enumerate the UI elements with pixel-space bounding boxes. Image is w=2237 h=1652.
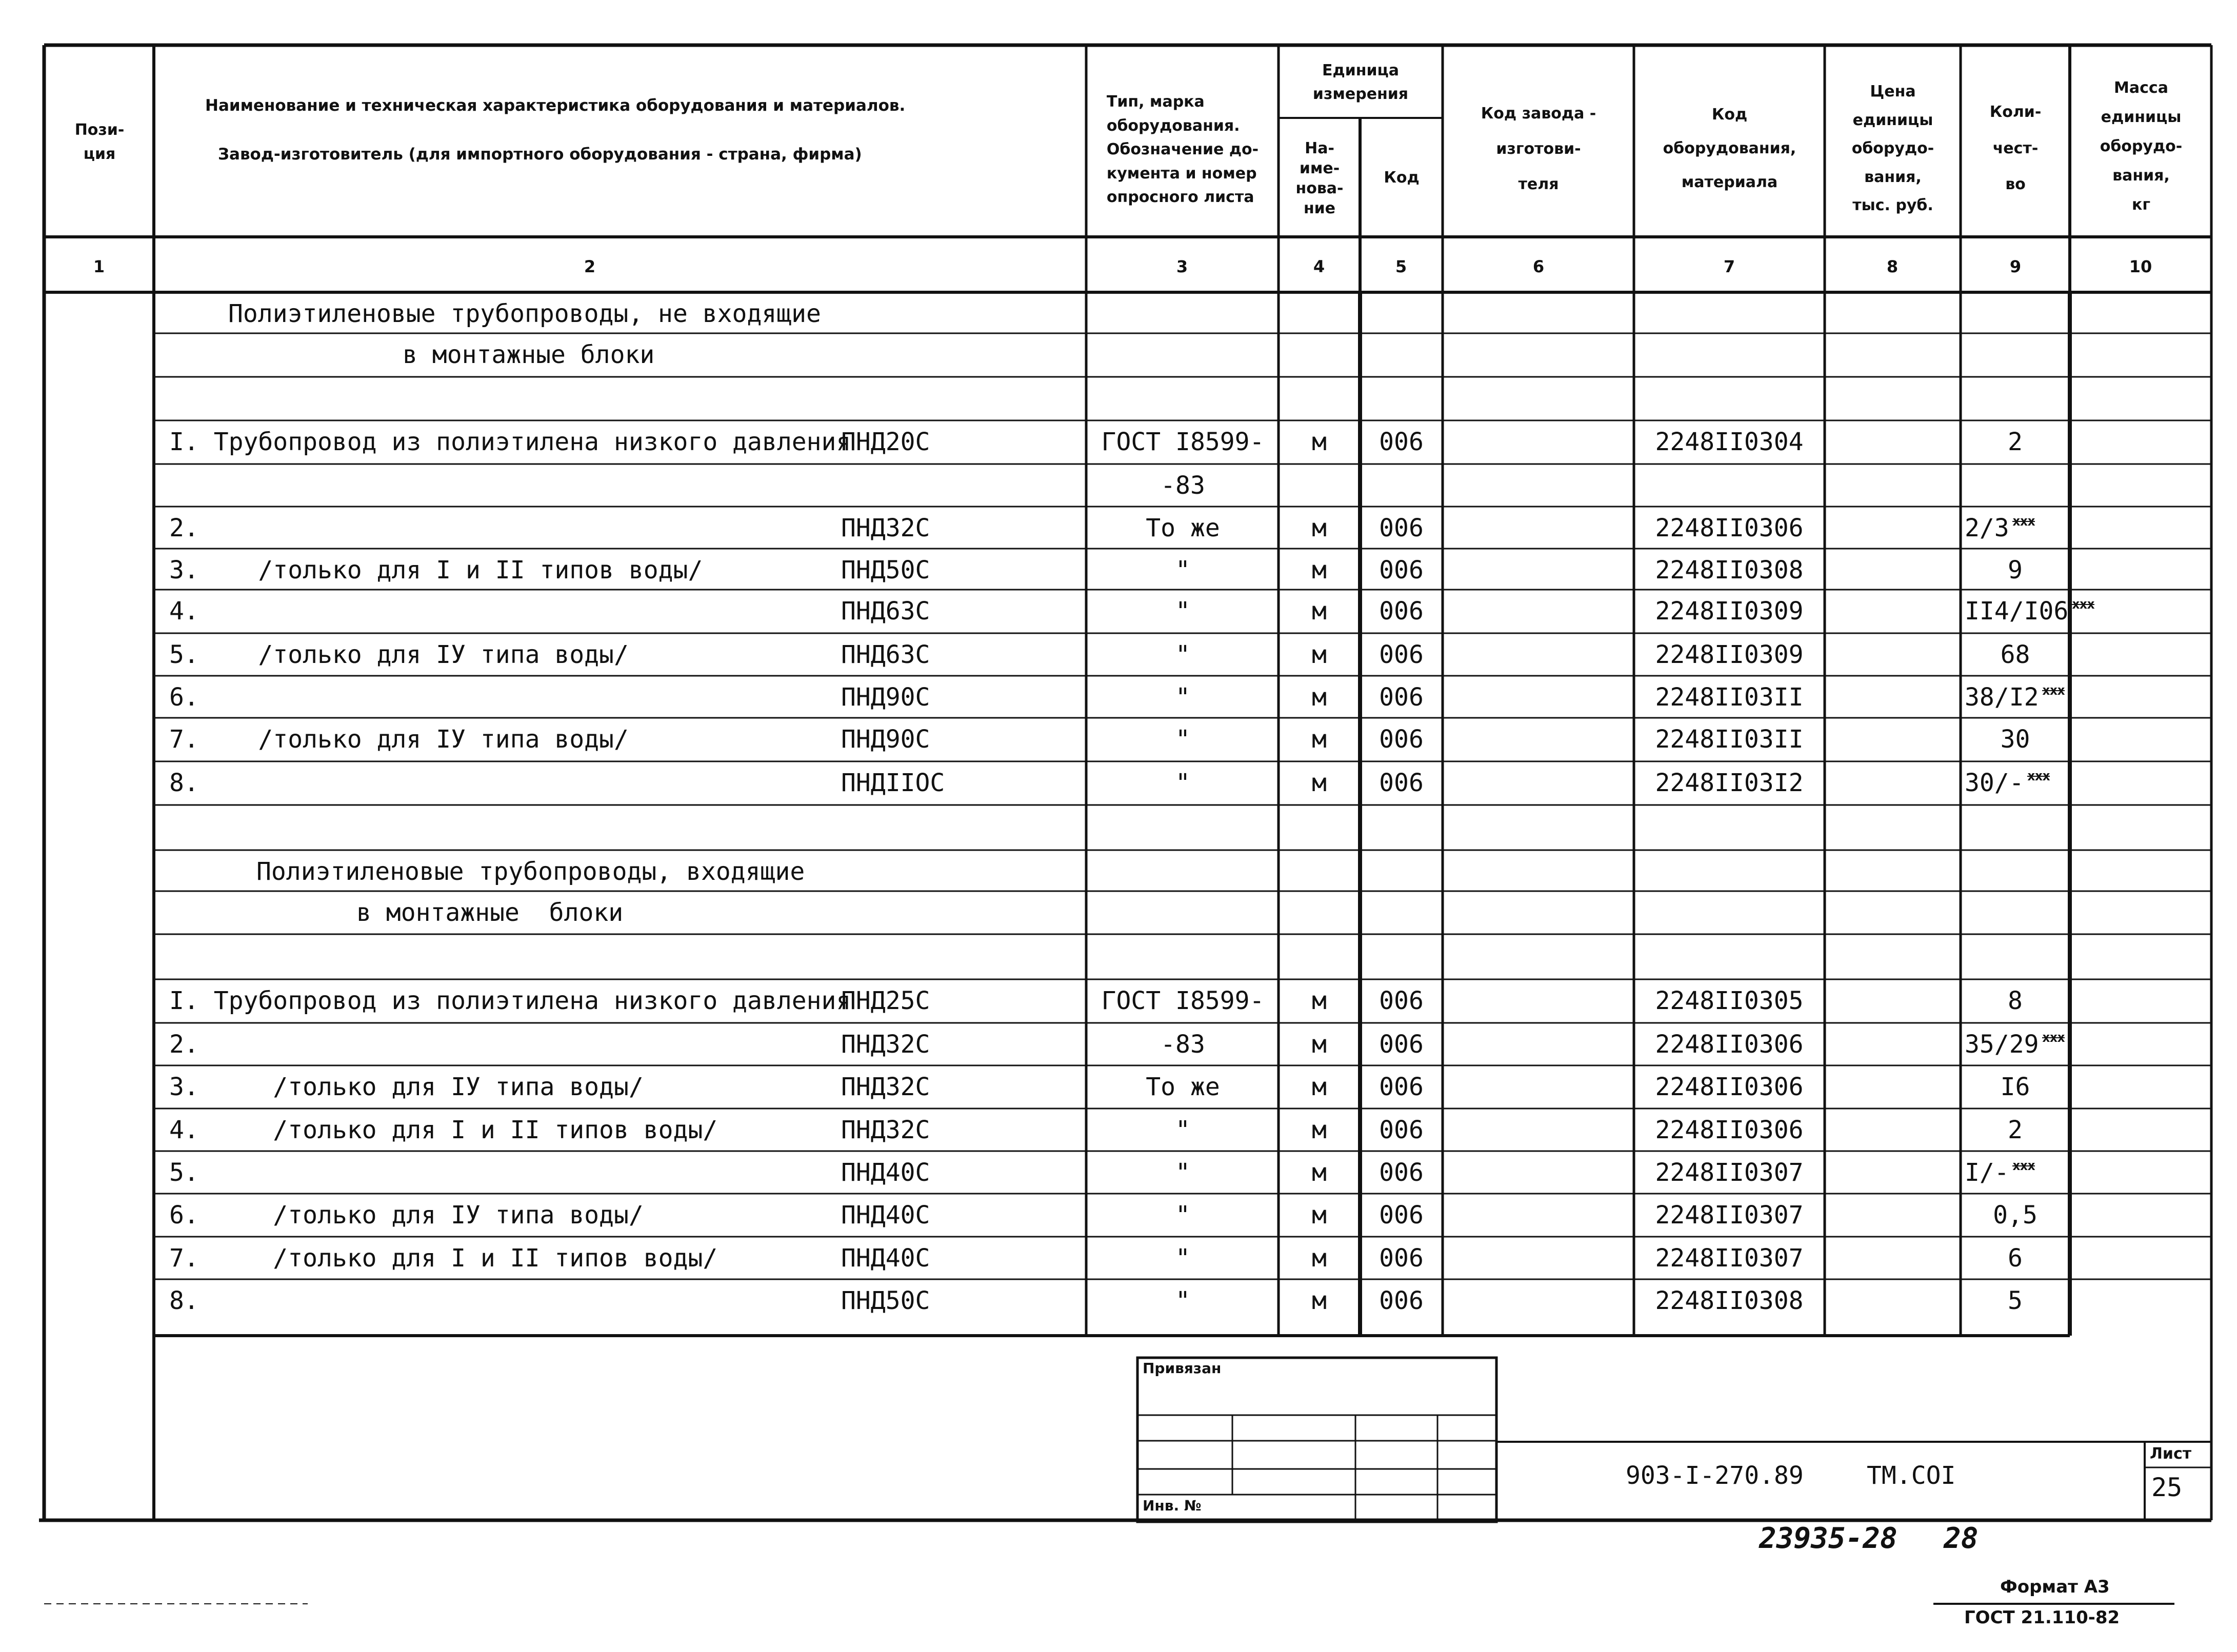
column-number: 5 [1395, 257, 1407, 276]
item-material-code: 2248II0304 [1655, 428, 1804, 456]
item-unit-code: 006 [1379, 556, 1424, 585]
item-unit: м [1312, 428, 1327, 456]
item-mark: ПНД25С [841, 986, 930, 1015]
item-name: 8. [169, 1286, 199, 1315]
document-mark: ТМ.СОI [1867, 1461, 1956, 1490]
item-unit: м [1312, 1030, 1327, 1059]
item-doc: " [1175, 1201, 1190, 1230]
item-unit: м [1312, 640, 1327, 669]
item-unit: м [1312, 1286, 1327, 1315]
section-title: в монтажные блоки [356, 898, 624, 927]
item-mark: ПНД63С [841, 597, 930, 626]
item-material-code: 2248II0305 [1655, 986, 1804, 1015]
item-unit: м [1312, 1158, 1327, 1187]
header-type: Тип, марка оборудования. Обозначение до- кумента и номер опросного листа [1106, 93, 1259, 207]
item-quantity: 8 [2008, 986, 2023, 1015]
header-name-line2: Завод-изготовитель (для импортного оборудования - страна, фирма) [218, 145, 862, 164]
quantity-note-mark: ххх [2027, 769, 2050, 784]
stamp-privyazan: Привязан [1143, 1360, 1222, 1377]
item-unit-code: 006 [1379, 514, 1424, 542]
item-quantity: 68 [2000, 640, 2030, 669]
format-label: Формат А3 [2000, 1577, 2110, 1597]
item-unit: м [1312, 1244, 1327, 1273]
header-unit-code: Код [1384, 169, 1420, 187]
item-unit: м [1312, 986, 1327, 1015]
item-unit-code: 006 [1379, 640, 1424, 669]
item-doc: " [1175, 597, 1190, 626]
item-name: 5. [169, 1158, 199, 1187]
item-material-code: 2248II0308 [1655, 1286, 1804, 1315]
item-doc: " [1175, 1244, 1190, 1273]
item-name: 7. /только для IУ типа воды/ [169, 725, 629, 754]
column-number: 3 [1176, 257, 1188, 276]
item-unit-code: 006 [1379, 683, 1424, 712]
quantity-note-mark: ххх [2012, 514, 2035, 529]
document-code: 903-I-270.89 [1626, 1461, 1804, 1490]
item-quantity: II4/I06 [1965, 597, 2069, 626]
section-title: в монтажные блоки [403, 340, 655, 369]
header-name-line1: Наименование и техническая характеристика оборудования и материалов. [205, 96, 906, 115]
item-doc: -83 [1161, 471, 1205, 500]
item-doc: " [1175, 1116, 1190, 1144]
item-quantity: 2 [2008, 428, 2023, 456]
item-mark: ПНД90С [841, 725, 930, 754]
item-unit: м [1312, 1116, 1327, 1144]
item-material-code: 2248II03II [1655, 683, 1804, 712]
item-unit-code: 006 [1379, 725, 1424, 754]
item-quantity: I6 [2000, 1073, 2030, 1101]
item-unit: м [1312, 683, 1327, 712]
item-material-code: 2248II0307 [1655, 1158, 1804, 1187]
item-quantity: 0,5 [1993, 1201, 2038, 1230]
item-material-code: 2248II0306 [1655, 1073, 1804, 1101]
item-name: 4. /только для I и II типов воды/ [169, 1116, 718, 1144]
item-mark: ПНД40С [841, 1201, 930, 1230]
item-unit-code: 006 [1379, 1158, 1424, 1187]
item-quantity: 30 [2000, 725, 2030, 754]
item-unit-code: 006 [1379, 769, 1424, 797]
item-doc: " [1175, 556, 1190, 585]
item-name: 4. [169, 597, 199, 626]
item-unit-code: 006 [1379, 428, 1424, 456]
item-unit-code: 006 [1379, 1201, 1424, 1230]
item-unit-code: 006 [1379, 1286, 1424, 1315]
item-quantity: 9 [2008, 556, 2023, 585]
item-name: 2. [169, 514, 199, 542]
item-name: 7. /только для I и II типов воды/ [169, 1244, 718, 1273]
item-name: 3. /только для I и II типов воды/ [169, 556, 703, 585]
item-material-code: 2248II0309 [1655, 640, 1804, 669]
item-doc: То же [1146, 514, 1220, 542]
item-doc: То же [1146, 1073, 1220, 1101]
item-doc: " [1175, 725, 1190, 754]
item-mark: ПНД40С [841, 1158, 930, 1187]
column-number: 8 [1886, 257, 1899, 276]
item-name: I. Трубопровод из полиэтилена низкого давления [169, 986, 851, 1015]
item-mark: ПНД40С [841, 1244, 930, 1273]
item-mark: ПНД50С [841, 1286, 930, 1315]
item-mark: ПНД50С [841, 556, 930, 585]
item-doc: " [1175, 1286, 1190, 1315]
column-number: 7 [1723, 257, 1735, 276]
item-mark: ПНД63С [841, 640, 930, 669]
item-doc: " [1175, 769, 1190, 797]
item-quantity: 6 [2008, 1244, 2023, 1273]
item-quantity: 38/I2 [1965, 683, 2039, 712]
item-unit: м [1312, 1201, 1327, 1230]
item-quantity: 5 [2008, 1286, 2023, 1315]
header-mass: Масса единицы оборудо- вания, кг [2100, 78, 2183, 214]
item-material-code: 2248II0306 [1655, 514, 1804, 542]
column-number: 10 [2129, 257, 2152, 276]
header-quantity: Коли- чест- во [1989, 103, 2042, 194]
column-number: 6 [1532, 257, 1545, 276]
handwritten-number: 23935-28 [1759, 1522, 1898, 1555]
item-material-code: 2248II03II [1655, 725, 1804, 754]
item-mark: ПНДIIОС [841, 769, 945, 797]
item-unit: м [1312, 769, 1327, 797]
header-price: Цена единицы оборудо- вания, тыс. руб. [1851, 83, 1934, 215]
item-name: 5. /только для IУ типа воды/ [169, 640, 629, 669]
item-mark: ПНД90С [841, 683, 930, 712]
item-mark: ПНД32С [841, 1116, 930, 1144]
column-number: 9 [2009, 257, 2022, 276]
item-name: 2. [169, 1030, 199, 1059]
item-mark: ПНД32С [841, 1030, 930, 1059]
column-number: 2 [584, 257, 596, 276]
item-unit-code: 006 [1379, 1116, 1424, 1144]
item-mark: ПНД20С [841, 428, 930, 456]
sheet-number: 25 [2151, 1473, 2183, 1502]
item-material-code: 2248II0307 [1655, 1201, 1804, 1230]
sheet-label: Лист [2150, 1445, 2192, 1463]
item-material-code: 2248II0306 [1655, 1116, 1804, 1144]
item-quantity: 35/29 [1965, 1030, 2039, 1059]
item-unit-code: 006 [1379, 986, 1424, 1015]
item-unit-code: 006 [1379, 1244, 1424, 1273]
item-mark: ПНД32С [841, 1073, 930, 1101]
item-unit-code: 006 [1379, 1073, 1424, 1101]
quantity-note-mark: ххх [2012, 1158, 2035, 1174]
item-material-code: 2248II0306 [1655, 1030, 1804, 1059]
item-unit-code: 006 [1379, 597, 1424, 626]
column-number: 1 [93, 257, 105, 276]
item-unit-code: 006 [1379, 1030, 1424, 1059]
item-unit: м [1312, 1073, 1327, 1101]
header-unit-name: На- име- нова- ние [1295, 139, 1344, 217]
stamp-inv: Инв. № [1143, 1497, 1202, 1514]
item-unit: м [1312, 725, 1327, 754]
item-doc: " [1175, 640, 1190, 669]
item-name: 6. [169, 683, 199, 712]
item-quantity: I/- [1965, 1158, 2009, 1187]
item-name: 3. /только для IУ типа воды/ [169, 1073, 644, 1101]
header-material-code: Код оборудования, материала [1663, 106, 1796, 191]
item-unit: м [1312, 556, 1327, 585]
item-quantity: 2/3 [1965, 514, 2009, 542]
item-doc: -83 [1161, 1030, 1205, 1059]
item-material-code: 2248II0309 [1655, 597, 1804, 626]
item-doc: ГОСТ I8599- [1101, 428, 1265, 456]
column-number: 4 [1313, 257, 1325, 276]
item-unit: м [1312, 514, 1327, 542]
item-material-code: 2248II03I2 [1655, 769, 1804, 797]
item-doc: " [1175, 683, 1190, 712]
quantity-note-mark: ххх [2042, 1030, 2065, 1045]
item-material-code: 2248II0307 [1655, 1244, 1804, 1273]
item-material-code: 2248II0308 [1655, 556, 1804, 585]
header-factory-code: Код завода - изготови- теля [1481, 104, 1596, 193]
gost-label: ГОСТ 21.110-82 [1964, 1607, 2120, 1628]
quantity-note-mark: ххх [2072, 597, 2094, 612]
item-mark: ПНД32С [841, 514, 930, 542]
item-name: 6. /только для IУ типа воды/ [169, 1201, 644, 1230]
header-unit: Единица измерения [1312, 61, 1409, 103]
handwritten-number-2: 28 [1944, 1522, 1979, 1555]
item-unit: м [1312, 597, 1327, 626]
item-quantity: 30/- [1965, 769, 2024, 797]
item-quantity: 2 [2008, 1116, 2023, 1144]
item-doc: " [1175, 1158, 1190, 1187]
item-name: 8. [169, 769, 199, 797]
item-doc: ГОСТ I8599- [1101, 986, 1265, 1015]
header-position: Пози- ция [74, 121, 125, 163]
item-name: I. Трубопровод из полиэтилена низкого давления [169, 428, 851, 456]
quantity-note-mark: ххх [2042, 683, 2065, 698]
section-title: Полиэтиленовые трубопроводы, не входящие [228, 299, 821, 328]
section-title: Полиэтиленовые трубопроводы, входящие [256, 857, 805, 886]
